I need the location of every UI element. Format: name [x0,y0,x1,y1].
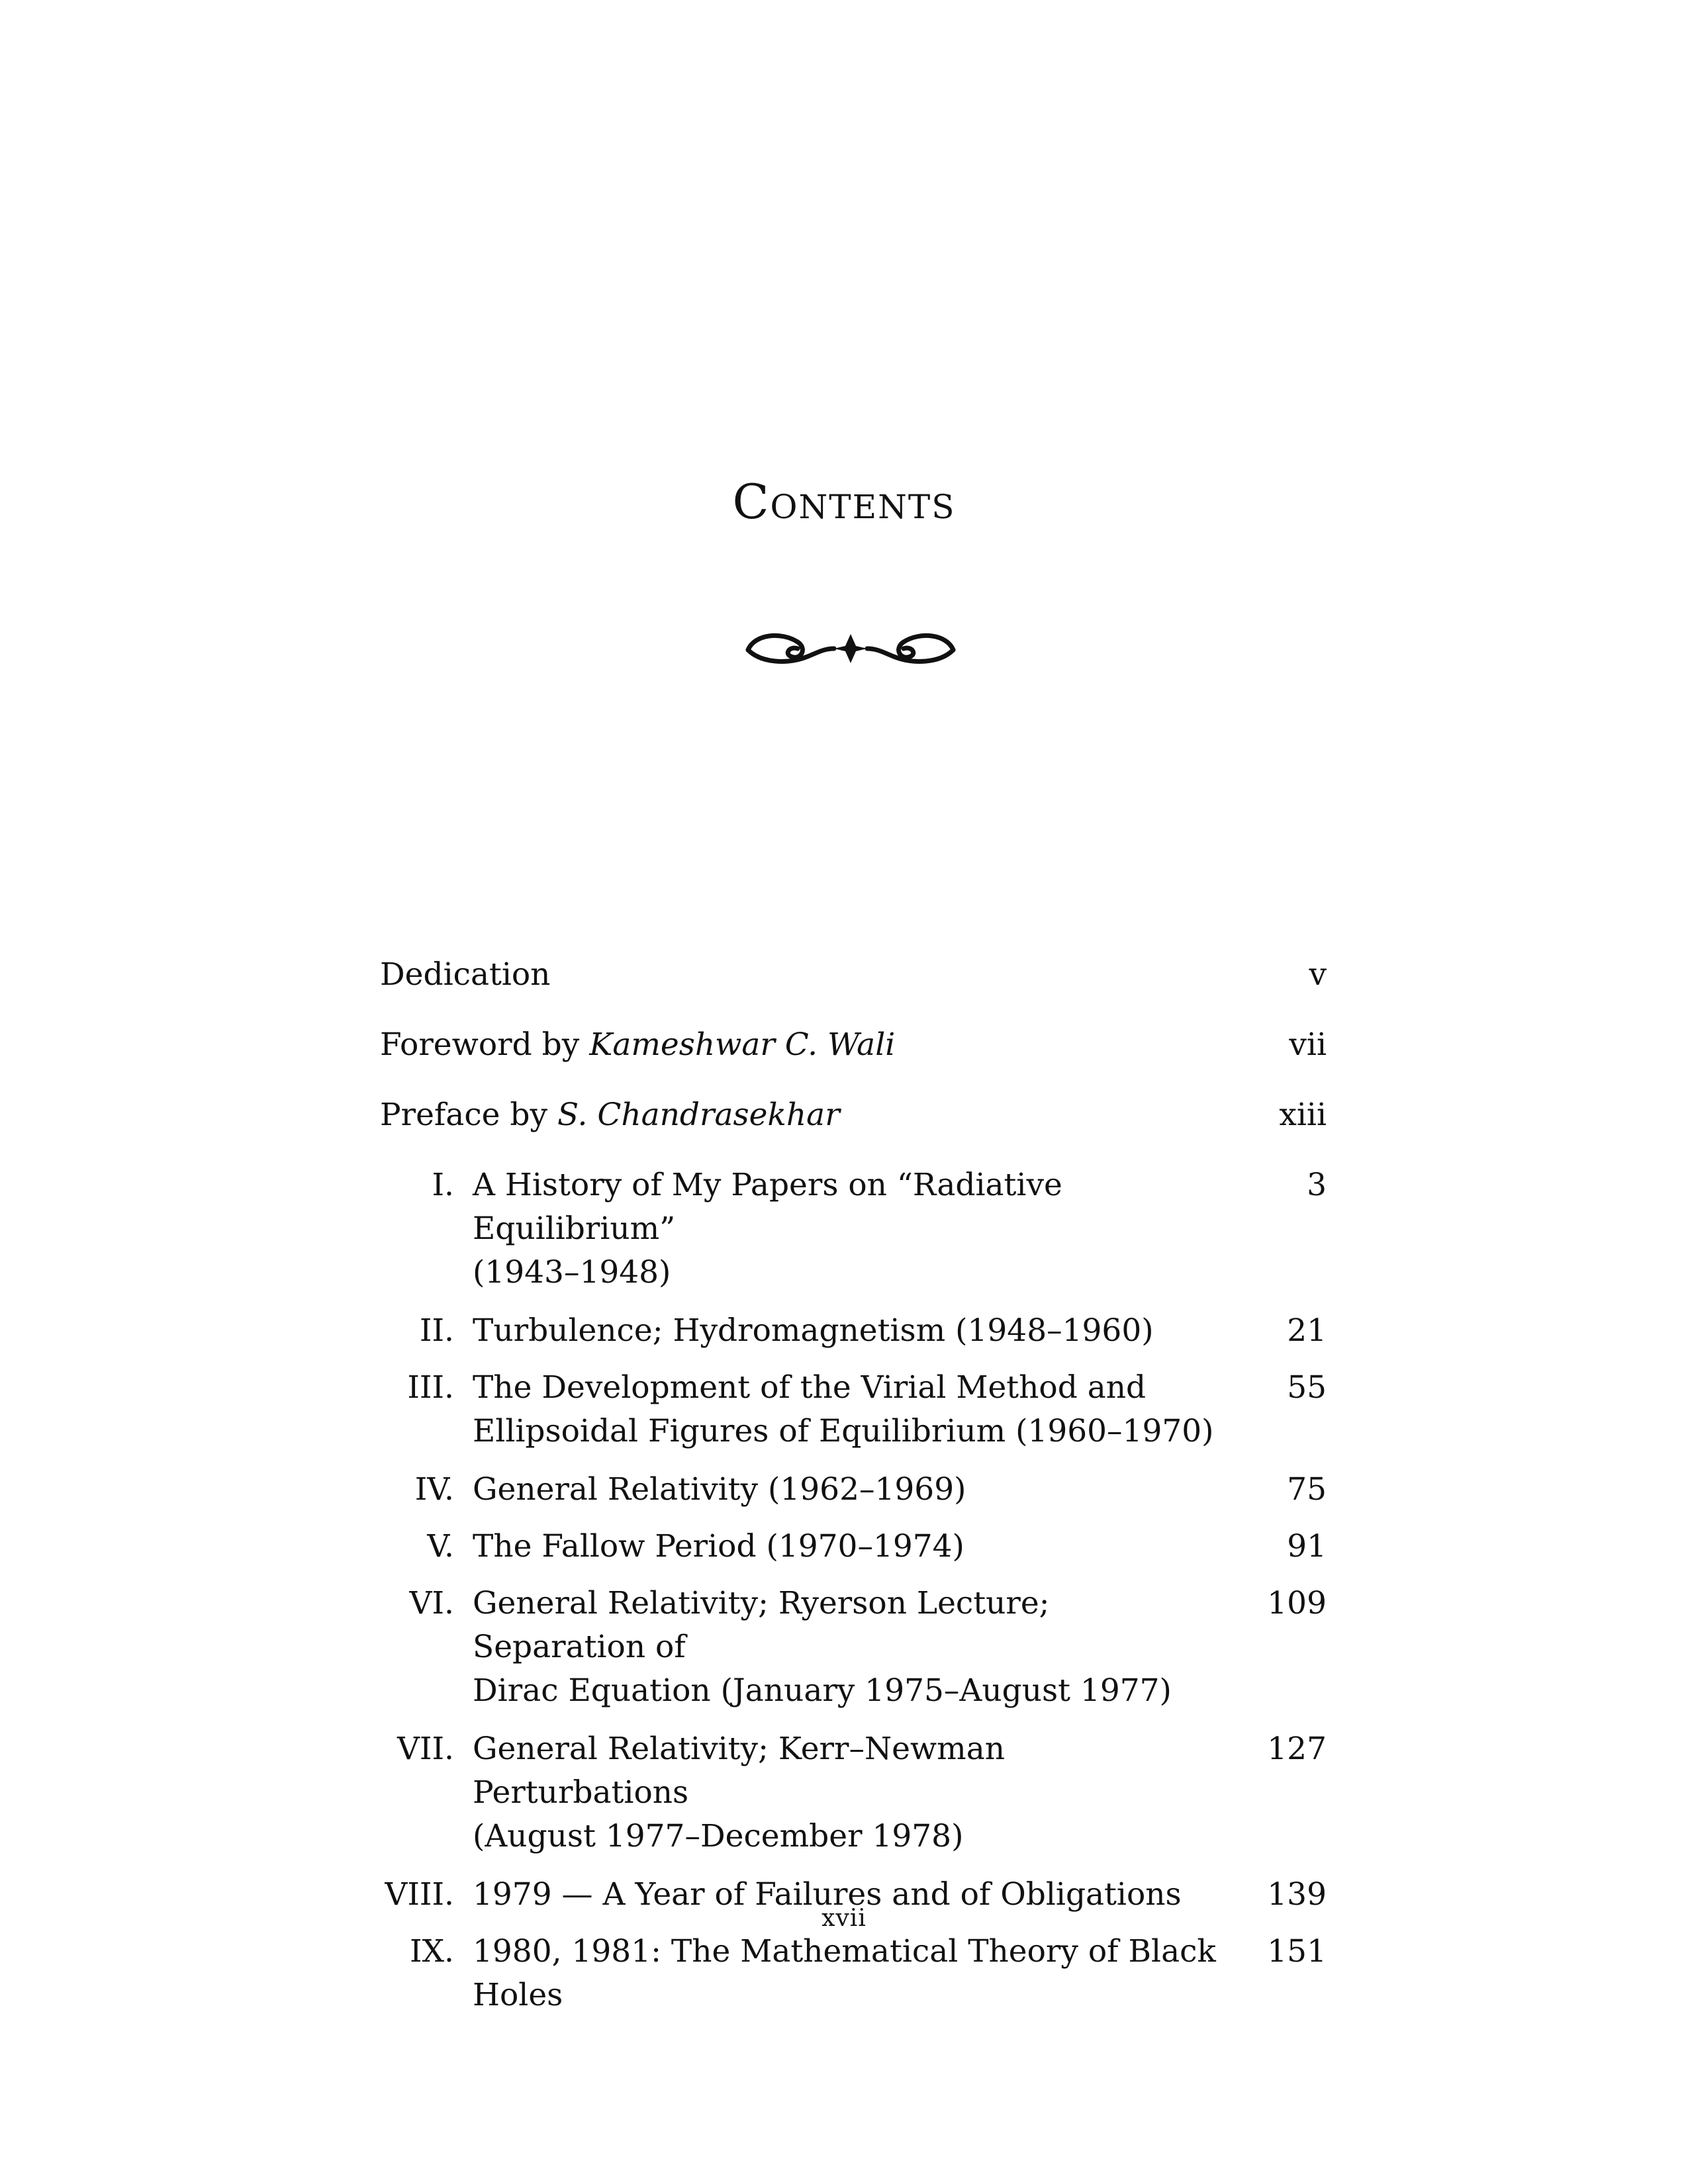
chapter-title-line: General Relativity; Ryerson Lecture; Separation of [473,1585,1050,1665]
chapter-title-line: Dirac Equation (January 1975–August 1977) [473,1672,1172,1709]
toc-entry-chapter-4[interactable] [380,1468,1327,1512]
entry-author: Kameshwar C. Wali [589,1026,896,1063]
entry-page-number: 91 [1287,1528,1327,1565]
entry-page-number: 55 [1287,1369,1327,1406]
chapter-title-line: Ellipsoidal Figures of Equilibrium (1960–1970) [473,1413,1214,1449]
toc-entry-dedication[interactable] [380,953,1327,997]
chapter-number: III. [407,1369,454,1406]
chapter-number: VII. [397,1731,454,1767]
entry-page-number: 127 [1267,1731,1327,1767]
entry-title: Foreword by [380,1026,590,1063]
page-title: Contents [732,474,956,529]
fleuron-ornament-icon [735,622,966,675]
toc-entry-chapter-2[interactable] [380,1309,1327,1353]
chapter-number: IX. [410,1933,454,1970]
entry-page-number: 151 [1267,1933,1327,1970]
chapter-title-line: The Development of the Virial Method and [473,1369,1147,1406]
chapter-title-line: General Relativity (1962–1969) [473,1471,966,1508]
table-of-contents [380,953,1327,2030]
chapter-number: V. [427,1528,454,1565]
toc-entry-chapter-3[interactable] [380,1366,1327,1453]
chapter-number: II. [419,1312,454,1349]
entry-author: S. Chandrasekhar [557,1097,840,1133]
page-number: xvii [821,1905,867,1932]
chapter-title-line: The Fallow Period (1970–1974) [473,1528,964,1565]
entry-page-number: 21 [1287,1312,1327,1349]
entry-page-number: 3 [1307,1167,1327,1203]
toc-entry-preface[interactable] [380,1093,1327,1137]
chapter-title-line: (August 1977–December 1978) [473,1818,964,1854]
entry-page-number: v [1309,956,1327,993]
chapter-title-line: General Relativity; Kerr–Newman Perturbations [473,1731,1006,1811]
toc-entry-chapter-6[interactable] [380,1582,1327,1713]
toc-entry-chapter-1[interactable] [380,1163,1327,1295]
chapter-title-line: (1943–1948) [473,1254,671,1291]
entry-page-number: 109 [1267,1585,1327,1621]
entry-title: Dedication [380,956,551,993]
entry-page-number: xiii [1279,1097,1327,1133]
chapter-title-line: 1980, 1981: The Mathematical Theory of Black Holes [473,1933,1216,2013]
toc-entry-chapter-5[interactable] [380,1525,1327,1569]
toc-entry-foreword[interactable] [380,1023,1327,1067]
chapter-title-line: Turbulence; Hydromagnetism (1948–1960) [473,1312,1154,1349]
entry-page-number: 139 [1267,1876,1327,1913]
toc-entry-chapter-7[interactable] [380,1727,1327,1858]
chapter-number: I. [432,1167,454,1203]
toc-entry-chapter-9[interactable] [380,1930,1327,2017]
entry-page-number: vii [1289,1026,1327,1063]
chapter-title-line: 1979 — A Year of Failures and of Obligations [473,1876,1182,1913]
entry-page-number: 75 [1287,1471,1327,1508]
entry-title: Preface by [380,1097,557,1133]
chapter-number: IV. [414,1471,454,1508]
chapter-number: VI. [409,1585,454,1621]
chapter-title-line: A History of My Papers on “Radiative Equilibrium” [473,1167,1062,1247]
chapter-number: VIII. [385,1876,454,1913]
